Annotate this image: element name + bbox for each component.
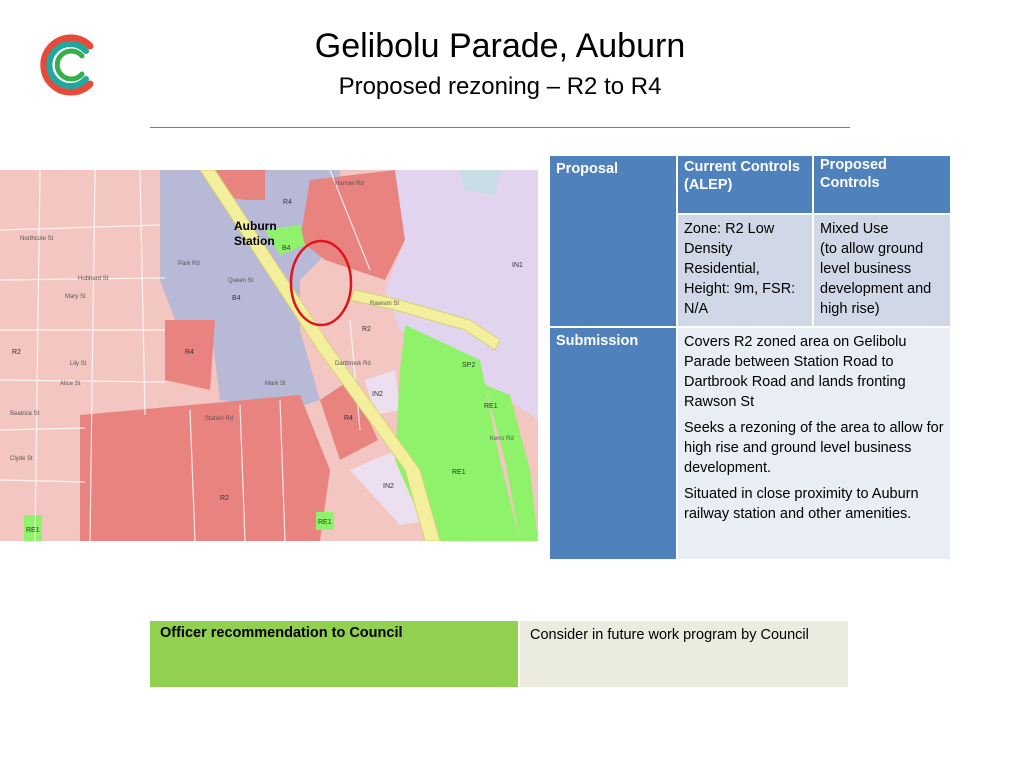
zone-label: RE1 bbox=[452, 469, 466, 476]
proposal-header-cell bbox=[550, 156, 676, 326]
submission-cell bbox=[678, 328, 950, 559]
zone-label: B4 bbox=[282, 245, 291, 252]
submission-paragraph: Covers R2 zoned area on Gelibolu Parade between Station Road to Dartbrook Road and lands fronting Rawson St bbox=[684, 334, 907, 410]
street-label: Alice St bbox=[60, 381, 81, 387]
proposed-controls-cell bbox=[814, 215, 950, 326]
proposed-controls-line2: (to allow ground level business development and high rise) bbox=[820, 241, 932, 317]
street-label: Station Rd bbox=[205, 416, 234, 422]
zone-label: RE1 bbox=[484, 403, 498, 410]
station-label-line1: Auburn bbox=[234, 219, 277, 233]
current-controls-cell bbox=[678, 215, 812, 326]
proposal-header: Proposal bbox=[556, 161, 619, 177]
station-label-line2: Station bbox=[234, 234, 275, 248]
title-divider bbox=[150, 127, 850, 128]
zoning-map bbox=[0, 170, 538, 541]
submission-header: Submission bbox=[556, 333, 639, 349]
submission-header-cell bbox=[550, 328, 676, 559]
recommendation-label: Officer recommendation to Council bbox=[150, 621, 518, 687]
zone-label: R2 bbox=[12, 349, 21, 356]
current-controls-text: Zone: R2 Low Density Residential, Height: 9m, FSR: N/A bbox=[684, 221, 796, 317]
zone-label: R4 bbox=[344, 415, 353, 422]
submission-paragraph: Seeks a rezoning of the area to allow for high rise and ground level business development. bbox=[684, 420, 944, 476]
zone-label: IN1 bbox=[512, 262, 523, 269]
zone-label: B4 bbox=[232, 295, 241, 302]
page-subtitle: Proposed rezoning – R2 to R4 bbox=[338, 73, 662, 100]
proposed-controls-line1: Mixed Use bbox=[820, 221, 889, 237]
street-label: Mary St bbox=[65, 294, 86, 300]
street-label: Rawson St bbox=[370, 301, 400, 307]
zone-label: RE1 bbox=[26, 527, 40, 534]
street-label: Queen St bbox=[228, 278, 254, 284]
zone-label: IN2 bbox=[383, 483, 394, 490]
proposed-controls-header: Proposed Controls bbox=[820, 157, 887, 191]
zone-label: R4 bbox=[185, 349, 194, 356]
street-label: Hubbard St bbox=[78, 276, 109, 282]
street-label: Park Rd bbox=[178, 261, 200, 267]
street-label: Northcote St bbox=[20, 236, 54, 242]
zone-label: R4 bbox=[283, 199, 292, 206]
proposed-controls-header-cell bbox=[814, 156, 950, 213]
zone-label: R2 bbox=[362, 326, 371, 333]
zone-label: SP2 bbox=[462, 362, 476, 369]
zone-label: IN2 bbox=[372, 391, 383, 398]
zone-label: RE1 bbox=[318, 519, 332, 526]
street-label: Beatrice St bbox=[10, 411, 40, 417]
current-controls-header: Current Controls (ALEP) bbox=[684, 159, 800, 193]
zone-label: R2 bbox=[220, 495, 229, 502]
street-label: Lily St bbox=[70, 361, 87, 367]
page-title: Gelibolu Parade, Auburn bbox=[314, 27, 686, 65]
council-logo-icon bbox=[38, 32, 100, 98]
street-label: Mark St bbox=[265, 381, 286, 387]
street-label: Clyde St bbox=[10, 456, 33, 462]
street-label: Harrow Rd bbox=[335, 181, 364, 187]
street-label: Dartbrook Rd bbox=[335, 361, 371, 367]
street-label: Kerrs Rd bbox=[490, 436, 514, 442]
current-controls-header-cell bbox=[678, 156, 812, 213]
submission-paragraph: Situated in close proximity to Auburn railway station and other amenities. bbox=[684, 486, 919, 522]
recommendation-value: Consider in future work program by Council bbox=[520, 621, 848, 687]
